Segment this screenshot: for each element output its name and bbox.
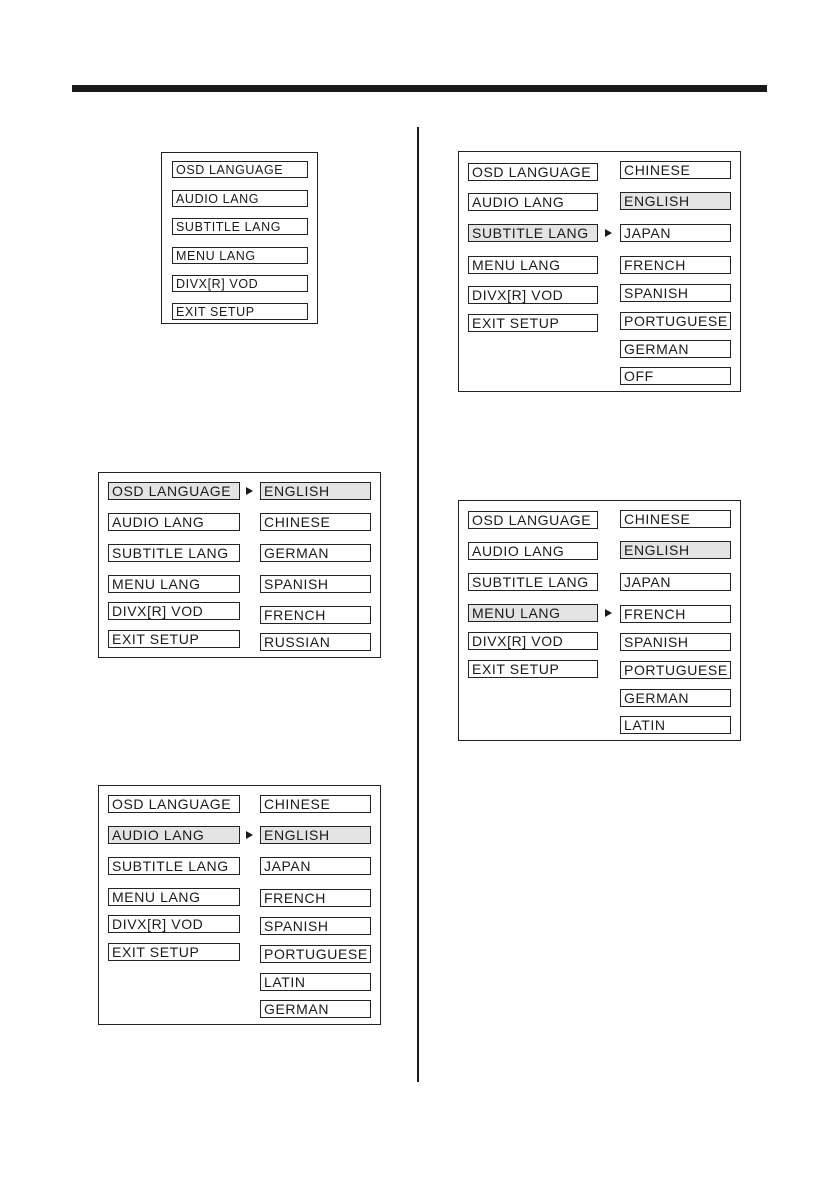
menu-item-audio-lang[interactable]: AUDIO LANG bbox=[468, 193, 598, 211]
menu-item-divx-vod[interactable]: DIVX[R] VOD bbox=[108, 915, 240, 933]
selection-arrow-icon bbox=[605, 609, 612, 617]
menu-item-exit-setup[interactable]: EXIT SETUP bbox=[468, 314, 598, 332]
menu-item-menu-lang[interactable]: MENU LANG bbox=[468, 604, 598, 622]
menu-item-exit-setup[interactable]: EXIT SETUP bbox=[468, 660, 598, 678]
option-portuguese[interactable]: PORTUGUESE bbox=[620, 312, 731, 330]
menu-item-subtitle-lang[interactable]: SUBTITLE LANG bbox=[468, 224, 598, 242]
option-latin[interactable]: LATIN bbox=[620, 716, 731, 734]
option-german[interactable]: GERMAN bbox=[620, 340, 731, 358]
menu-item-subtitle-lang[interactable]: SUBTITLE LANG bbox=[172, 218, 308, 235]
option-german[interactable]: GERMAN bbox=[260, 544, 371, 562]
option-spanish[interactable]: SPANISH bbox=[260, 917, 371, 935]
menu-item-osd-language[interactable]: OSD LANGUAGE bbox=[468, 511, 598, 529]
menu-item-subtitle-lang[interactable]: SUBTITLE LANG bbox=[108, 544, 240, 562]
option-french[interactable]: FRENCH bbox=[260, 606, 371, 624]
selection-arrow-icon bbox=[605, 229, 612, 237]
audio-language-menu bbox=[98, 785, 381, 1025]
menu-item-divx-vod[interactable]: DIVX[R] VOD bbox=[172, 275, 308, 292]
option-german[interactable]: GERMAN bbox=[260, 1000, 371, 1018]
option-latin[interactable]: LATIN bbox=[260, 973, 371, 991]
menu-item-audio-lang[interactable]: AUDIO LANG bbox=[468, 542, 598, 560]
menu-item-divx-vod[interactable]: DIVX[R] VOD bbox=[108, 602, 240, 620]
option-french[interactable]: FRENCH bbox=[260, 889, 371, 907]
option-chinese[interactable]: CHINESE bbox=[260, 513, 371, 531]
menu-item-menu-lang[interactable]: MENU LANG bbox=[468, 256, 598, 274]
option-portuguese[interactable]: PORTUGUESE bbox=[260, 945, 371, 963]
option-spanish[interactable]: SPANISH bbox=[620, 284, 731, 302]
menu-item-osd-language[interactable]: OSD LANGUAGE bbox=[172, 161, 308, 178]
menu-item-audio-lang[interactable]: AUDIO LANG bbox=[108, 826, 240, 844]
option-chinese[interactable]: CHINESE bbox=[260, 795, 371, 813]
option-english[interactable]: ENGLISH bbox=[620, 192, 731, 210]
option-german[interactable]: GERMAN bbox=[620, 689, 731, 707]
option-off[interactable]: OFF bbox=[620, 367, 731, 385]
menu-item-menu-lang[interactable]: MENU LANG bbox=[172, 247, 308, 264]
option-english[interactable]: ENGLISH bbox=[620, 541, 731, 559]
menu-item-osd-language[interactable]: OSD LANGUAGE bbox=[468, 163, 598, 181]
column-divider bbox=[417, 127, 419, 1082]
option-spanish[interactable]: SPANISH bbox=[260, 575, 371, 593]
menu-item-osd-language[interactable]: OSD LANGUAGE bbox=[108, 482, 240, 500]
menu-item-menu-lang[interactable]: MENU LANG bbox=[108, 575, 240, 593]
menu-item-divx-vod[interactable]: DIVX[R] VOD bbox=[468, 286, 598, 304]
option-japan[interactable]: JAPAN bbox=[260, 857, 371, 875]
menu-item-exit-setup[interactable]: EXIT SETUP bbox=[108, 943, 240, 961]
subtitle-language-menu bbox=[458, 151, 741, 392]
option-japan[interactable]: JAPAN bbox=[620, 573, 731, 591]
selection-arrow-icon bbox=[246, 831, 253, 839]
option-english[interactable]: ENGLISH bbox=[260, 826, 371, 844]
option-portuguese[interactable]: PORTUGUESE bbox=[620, 661, 731, 679]
menu-item-subtitle-lang[interactable]: SUBTITLE LANG bbox=[468, 573, 598, 591]
option-english[interactable]: ENGLISH bbox=[260, 482, 371, 500]
selection-arrow-icon bbox=[246, 487, 253, 495]
option-spanish[interactable]: SPANISH bbox=[620, 633, 731, 651]
option-chinese[interactable]: CHINESE bbox=[620, 161, 731, 179]
option-japan[interactable]: JAPAN bbox=[620, 224, 731, 242]
header-rule bbox=[72, 85, 767, 92]
menu-item-exit-setup[interactable]: EXIT SETUP bbox=[172, 303, 308, 320]
menu-item-osd-language[interactable]: OSD LANGUAGE bbox=[108, 795, 240, 813]
option-french[interactable]: FRENCH bbox=[620, 605, 731, 623]
option-chinese[interactable]: CHINESE bbox=[620, 510, 731, 528]
osd-setup-menu bbox=[161, 152, 318, 324]
menu-item-subtitle-lang[interactable]: SUBTITLE LANG bbox=[108, 857, 240, 875]
menu-language-menu bbox=[458, 500, 741, 741]
menu-item-exit-setup[interactable]: EXIT SETUP bbox=[108, 630, 240, 648]
menu-item-audio-lang[interactable]: AUDIO LANG bbox=[172, 190, 308, 207]
option-french[interactable]: FRENCH bbox=[620, 256, 731, 274]
menu-item-audio-lang[interactable]: AUDIO LANG bbox=[108, 513, 240, 531]
menu-item-divx-vod[interactable]: DIVX[R] VOD bbox=[468, 632, 598, 650]
osd-language-menu bbox=[98, 472, 381, 658]
option-russian[interactable]: RUSSIAN bbox=[260, 633, 371, 651]
menu-item-menu-lang[interactable]: MENU LANG bbox=[108, 888, 240, 906]
